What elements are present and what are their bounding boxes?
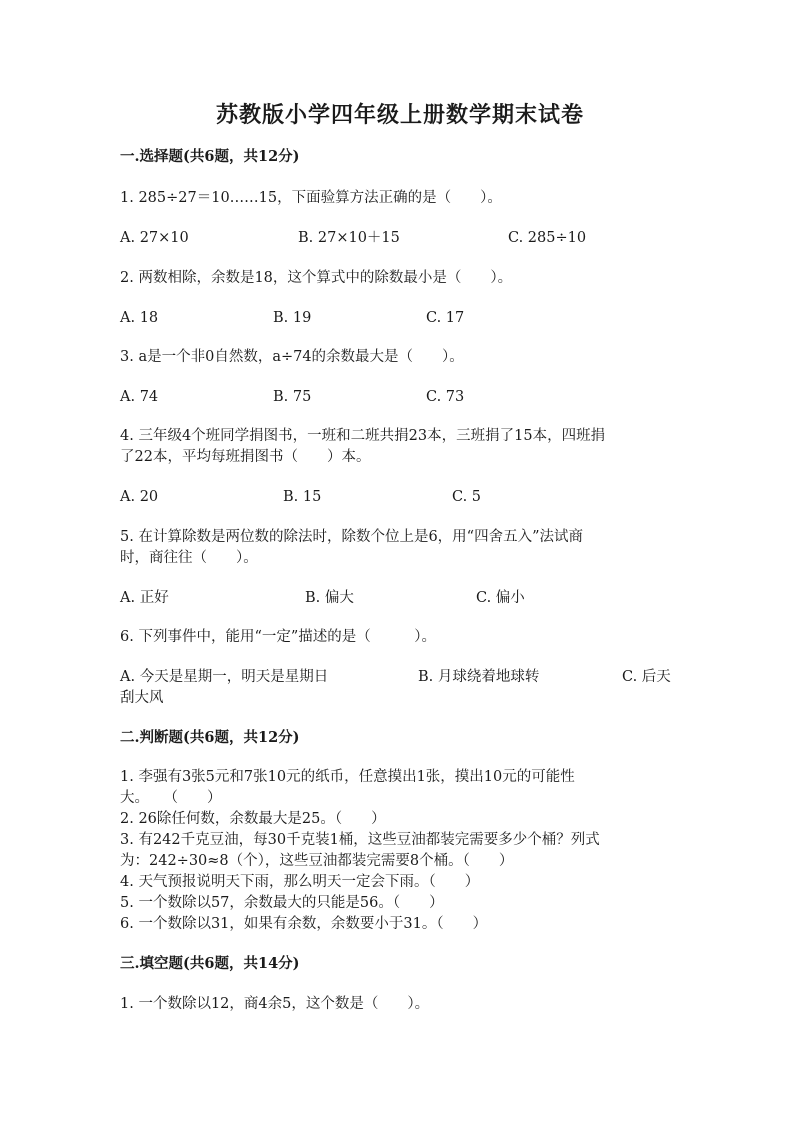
option-a: A. 20: [120, 489, 159, 505]
page-title: 苏教版小学四年级上册数学期末试卷: [215, 102, 584, 128]
option-c: C. 后天: [622, 669, 671, 685]
judge-line: 为：242÷30≈8（个），这些豆油都装完需要8个桶。（ ）: [120, 853, 514, 869]
section-heading-choice: 一.选择题(共6题，共12分): [120, 148, 300, 165]
option-b: B. 27×10＋15: [298, 230, 400, 246]
question-stem-line2: 时，商往往（ ）。: [120, 550, 258, 566]
option-b: B. 偏大: [305, 590, 354, 606]
question-stem: 6. 下列事件中，能用“一定”描述的是（ ）。: [120, 629, 437, 645]
judge-line: 6. 一个数除以31，如果有余数，余数要小于31。（ ）: [120, 916, 488, 932]
section-heading-fill: 三.填空题(共6题，共14分): [120, 955, 300, 972]
section-heading-judge: 二.判断题(共6题，共12分): [120, 729, 300, 746]
option-c-wrap: 刮大风: [120, 690, 164, 706]
option-c: C. 5: [452, 489, 482, 505]
option-c: C. 73: [426, 389, 465, 405]
judge-line: 5. 一个数除以57，余数最大的只能是56。（ ）: [120, 895, 444, 911]
option-a: A. 正好: [120, 590, 169, 606]
judge-line: 1. 李强有3张5元和7张10元的纸币，任意摸出1张，摸出10元的可能性: [120, 769, 575, 785]
question-stem-line1: 5. 在计算除数是两位数的除法时，除数个位上是6，用“四舍五入”法试商: [120, 529, 583, 545]
option-a: A. 27×10: [120, 230, 189, 246]
judge-line: 2. 26除任何数，余数最大是25。（ ）: [120, 811, 386, 827]
option-b: B. 月球绕着地球转: [418, 669, 540, 685]
question-stem: 1. 285÷27＝10……15，下面验算方法正确的是（ ）。: [120, 190, 502, 206]
question-stem-line1: 4. 三年级4个班同学捐图书，一班和二班共捐23本，三班捐了15本，四班捐: [120, 428, 606, 444]
question-stem-line2: 了22本，平均每班捐图书（ ）本。: [120, 449, 371, 465]
question-stem: 2. 两数相除，余数是18，这个算式中的除数最小是（ ）。: [120, 270, 513, 286]
option-b: B. 19: [273, 310, 312, 326]
option-a: A. 今天是星期一，明天是星期日: [120, 669, 329, 685]
option-b: B. 15: [283, 489, 322, 505]
judge-line: 大。 （ ）: [120, 790, 222, 806]
option-b: B. 75: [273, 389, 312, 405]
judge-line: 3. 有242千克豆油，每30千克装1桶，这些豆油都装完需要多少个桶？列式: [120, 832, 600, 848]
question-stem: 3. a是一个非0自然数，a÷74的余数最大是（ ）。: [120, 349, 464, 365]
option-c: C. 17: [426, 310, 465, 326]
fill-line: 1. 一个数除以12，商4余5，这个数是（ ）。: [120, 996, 430, 1012]
option-a: A. 74: [120, 389, 159, 405]
option-c: C. 偏小: [476, 590, 525, 606]
option-a: A. 18: [120, 310, 159, 326]
option-c: C. 285÷10: [508, 230, 587, 246]
judge-line: 4. 天气预报说明天下雨，那么明天一定会下雨。（ ）: [120, 874, 480, 890]
